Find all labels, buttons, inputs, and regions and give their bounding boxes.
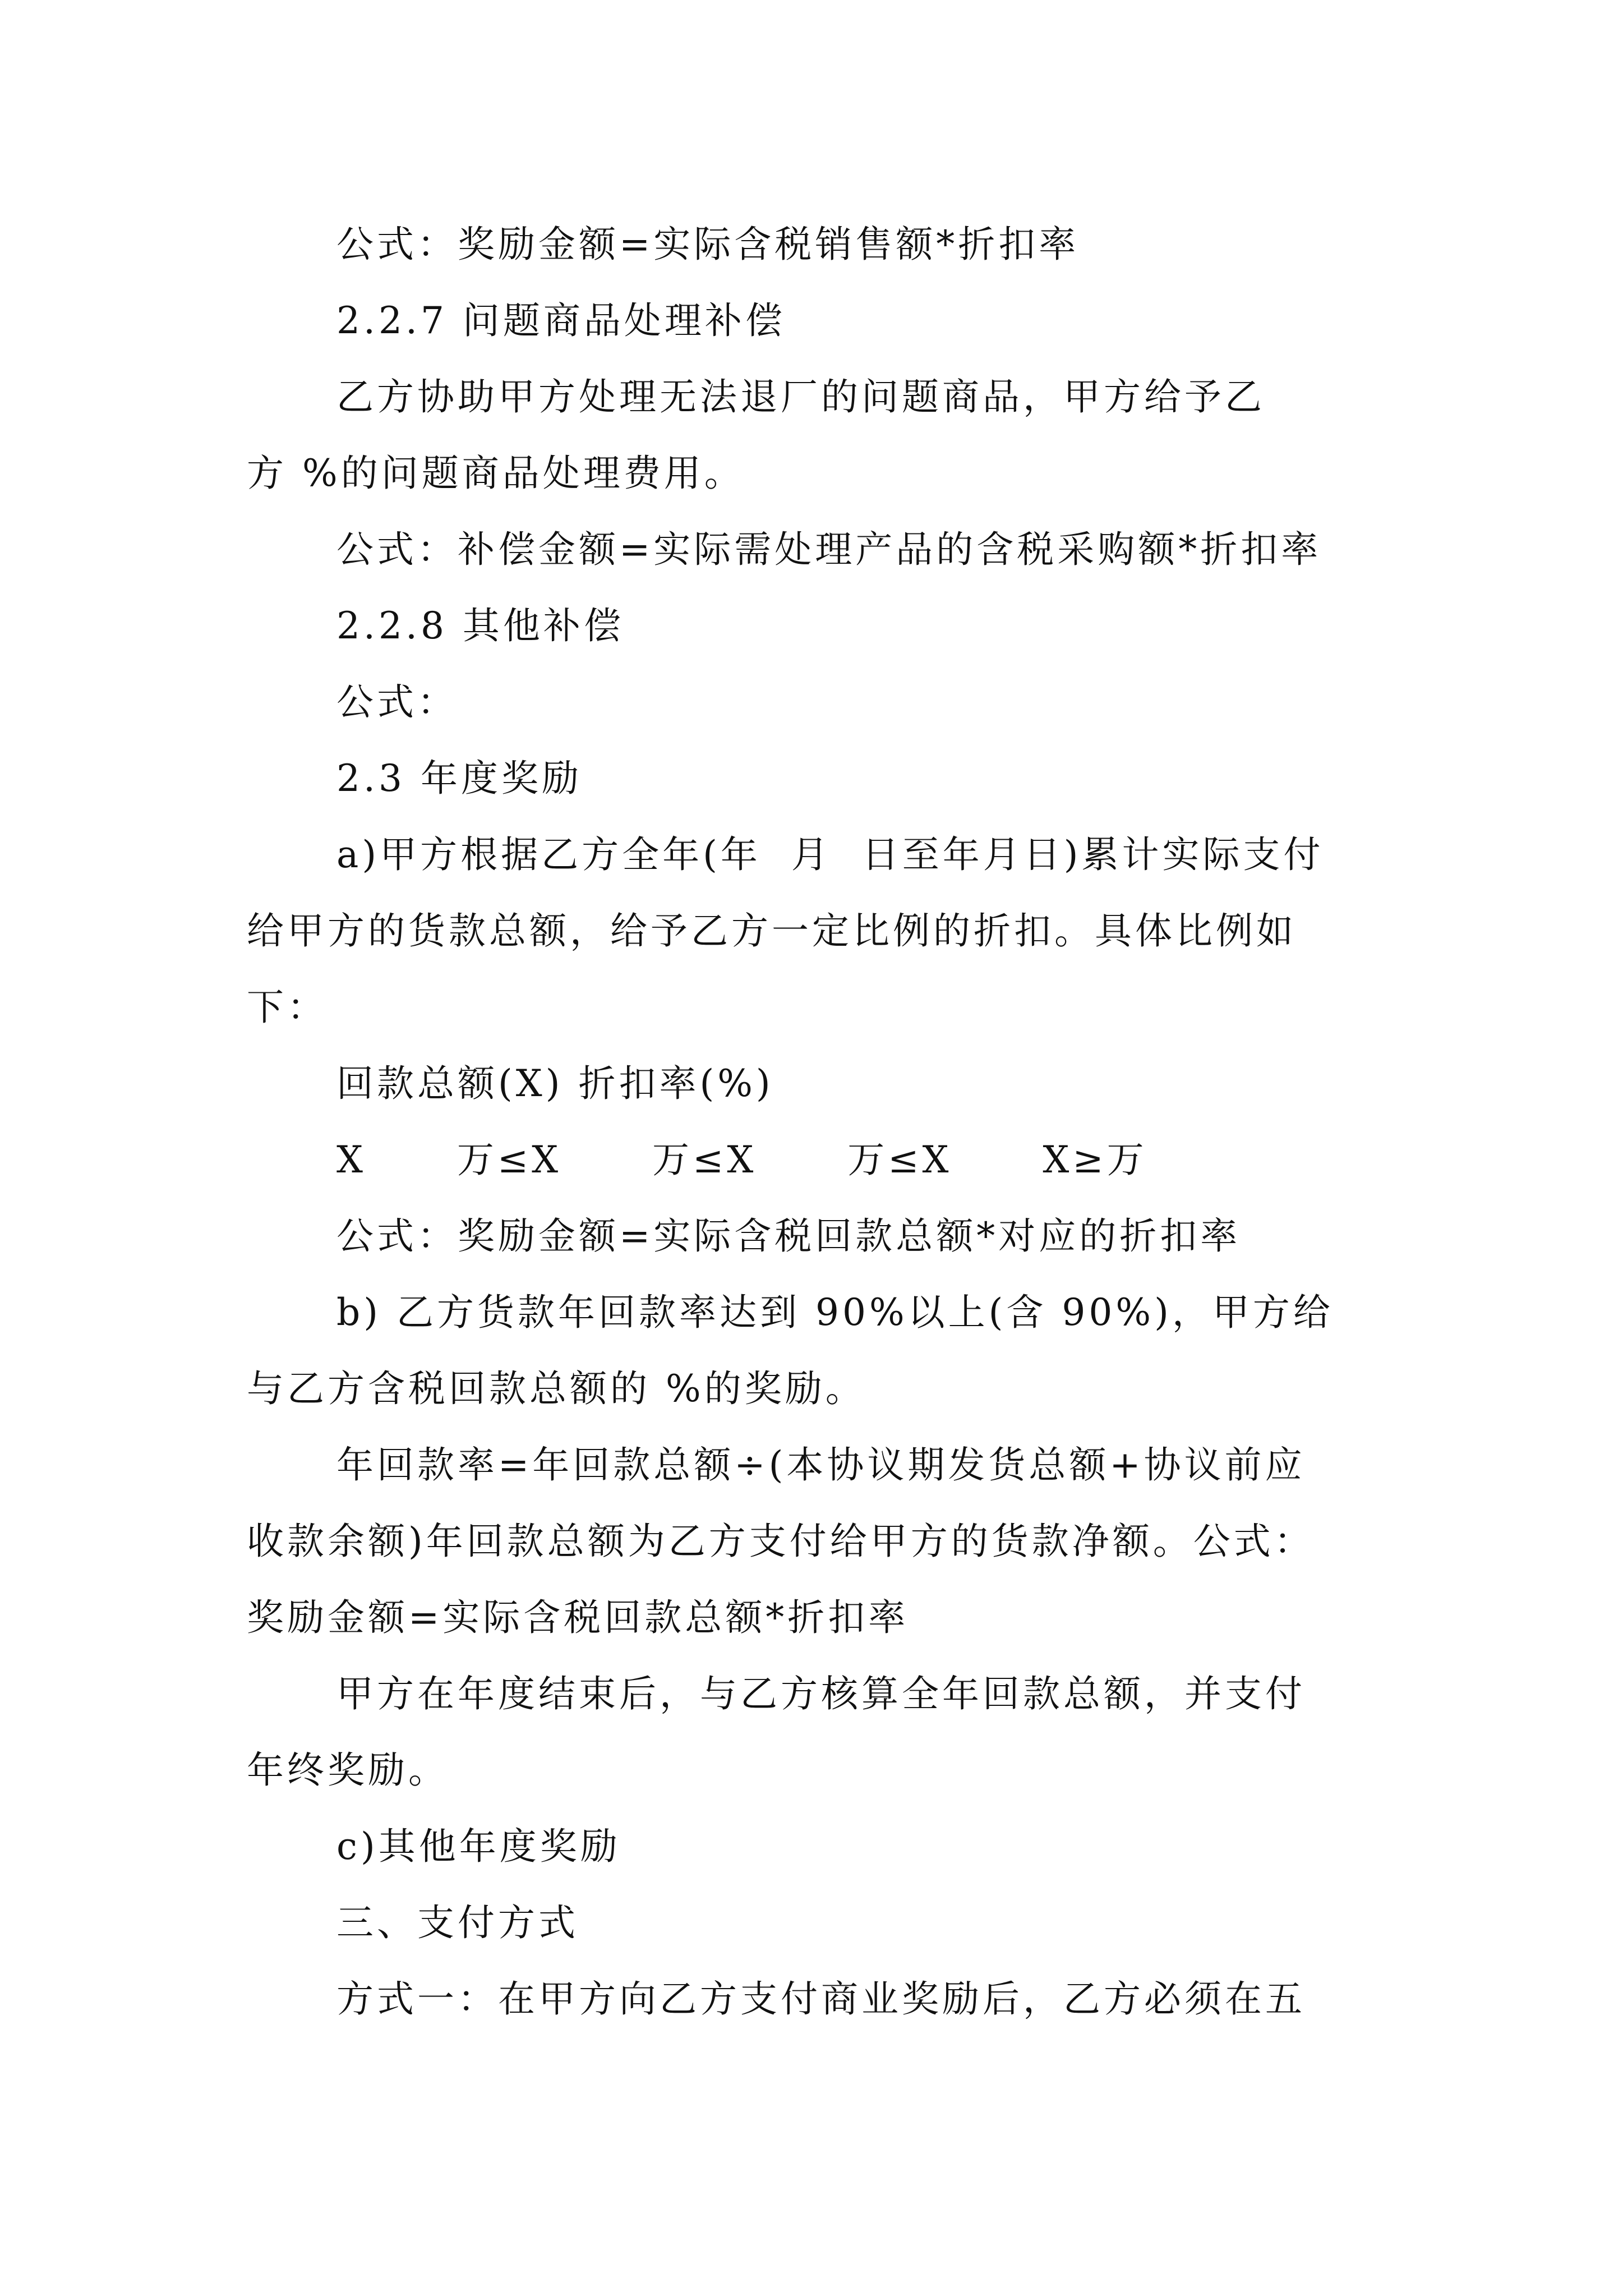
paragraph-line: 甲方在年度结束后，与乙方核算全年回款总额，并支付 (336, 1672, 1306, 1715)
section-heading-2-2-7: 2.2.7 问题商品处理补偿 (336, 299, 786, 342)
paragraph-line: 年终奖励。 (247, 1749, 449, 1792)
formula-annual-reward: 公式：奖励金额=实际含税回款总额*对应的折扣率 (336, 1214, 1241, 1258)
formula-label: 公式： (336, 680, 458, 724)
paragraph-line: 下： (247, 986, 328, 1029)
section-heading-2-3: 2.3 年度奖励 (336, 757, 582, 800)
discount-table-header: 回款总额(X) 折扣率(%) (336, 1062, 774, 1105)
formula-sales-reward: 公式：奖励金额=实际含税销售额*折扣率 (336, 223, 1080, 266)
paragraph-line: 乙方协助甲方处理无法退厂的问题商品，甲方给予乙 (336, 375, 1265, 418)
section-heading-payment: 三、支付方式 (336, 1901, 579, 1944)
paragraph-line: 年回款率=年回款总额÷(本协议期发货总额+协议前应 (336, 1443, 1306, 1487)
paragraph-line: 方式一：在甲方向乙方支付商业奖励后，乙方必须在五 (336, 1977, 1306, 2021)
paragraph-line: 方 %的问题商品处理费用。 (247, 452, 745, 495)
paragraph-line: 收款余额)年回款总额为乙方支付给甲方的货款净额。公式： (247, 1520, 1315, 1563)
formula-compensation: 公式：补偿金额=实际需处理产品的含税采购额*折扣率 (336, 528, 1322, 571)
paragraph-line: 与乙方含税回款总额的 %的奖励。 (247, 1367, 866, 1410)
discount-table-row: X 万≤X 万≤X 万≤X X≥万 (336, 1138, 1147, 1181)
paragraph-line: 给甲方的货款总额，给予乙方一定比例的折扣。具体比例如 (247, 909, 1297, 953)
paragraph-line: b) 乙方货款年回款率达到 90%以上(含 90%)，甲方给 (336, 1291, 1334, 1334)
paragraph-line: c)其他年度奖励 (336, 1825, 621, 1868)
paragraph-line: a)甲方根据乙方全年(年 月 日至年月日)累计实际支付 (336, 833, 1324, 876)
formula-collection-reward: 奖励金额=实际含税回款总额*折扣率 (247, 1596, 909, 1639)
document-body (247, 206, 1391, 2037)
section-heading-2-2-8: 2.2.8 其他补偿 (336, 604, 624, 647)
